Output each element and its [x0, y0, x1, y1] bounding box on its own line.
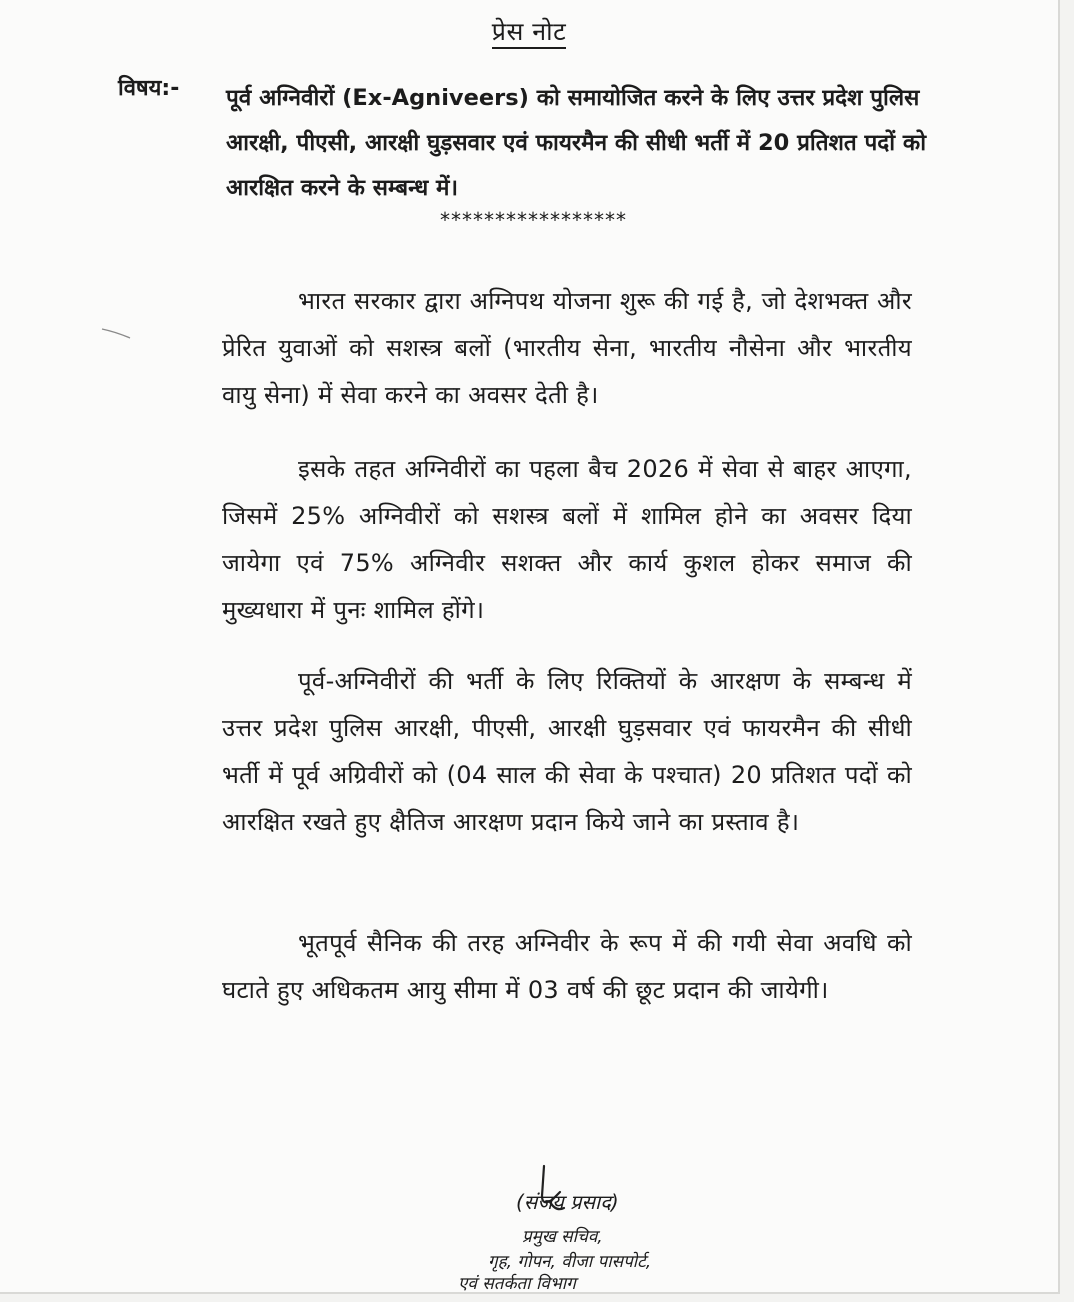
title-text: प्रेस नोट	[492, 17, 567, 49]
page-title	[0, 14, 1058, 48]
paragraph-1: भारत सरकार द्वारा अग्निपथ योजना शुरू की गई है, जो देशभक्त और प्रेरित युवाओं को सशस्त्र बलों (भारतीय सेना, भारतीय नौसेना और भारतीय वायु सेना) में सेवा करने का अवसर देती है।	[222, 287, 912, 409]
paragraph-4: भूतपूर्व सैनिक की तरह अग्निवीर के रूप में की गयी सेवा अवधि को घटाते हुए अधिकतम आयु सीमा में 03 वर्ष की छूट प्रदान की जायेगी।	[222, 929, 912, 1004]
separator-stars: *****************	[440, 208, 627, 232]
signatory-department-cont: एवं सतर्कता विभाग	[458, 1274, 576, 1294]
paragraph-3: पूर्व-अग्निवीरों की भर्ती के लिए रिक्तियों के आरक्षण के सम्बन्ध में उत्तर प्रदेश पुलिस आरक्षी, पीएसी, आरक्षी घुड़सवार एवं फायरमैन की सीधी भर्ती में पूर्व अग्रिवीरों को (04 साल की सेवा के पश्चात) 20 प्रतिशत पदों को आरक्षित रखते हुए क्षैतिज आरक्षण प्रदान किये जाने का प्रस्ताव है।	[222, 667, 912, 836]
signatory-designation: प्रमुख सचिव,	[522, 1227, 603, 1247]
subject-label: विषय:-	[118, 76, 180, 101]
subject-text: पूर्व अग्निवीरों (Ex-Agniveers) को समायोजित करने के लिए उत्तर प्रदेश पुलिस आरक्षी, पीएसी, आरक्षी घुड़सवार एवं फायरमैन की सीधी भर्ती में 20 प्रतिशत पदों को आरक्षित करने के सम्बन्ध में।	[226, 85, 927, 201]
scan-mark	[100, 326, 134, 340]
paragraph-2: इसके तहत अग्निवीरों का पहला बैच 2026 में सेवा से बाहर आएगा, जिसमें 25% अग्निवीरों को सशस्त्र बलों में शामिल होने का अवसर दिया जायेगा एवं 75% अग्निवीर सशक्त और कार्य कुशल होकर समाज की मुख्यधारा में पुनः शामिल होंगे।	[222, 455, 912, 624]
signatory-department: गृह, गोपन, वीजा पासपोर्ट,	[488, 1252, 652, 1272]
signatory-name: (संजय प्रसाद)	[516, 1190, 619, 1214]
